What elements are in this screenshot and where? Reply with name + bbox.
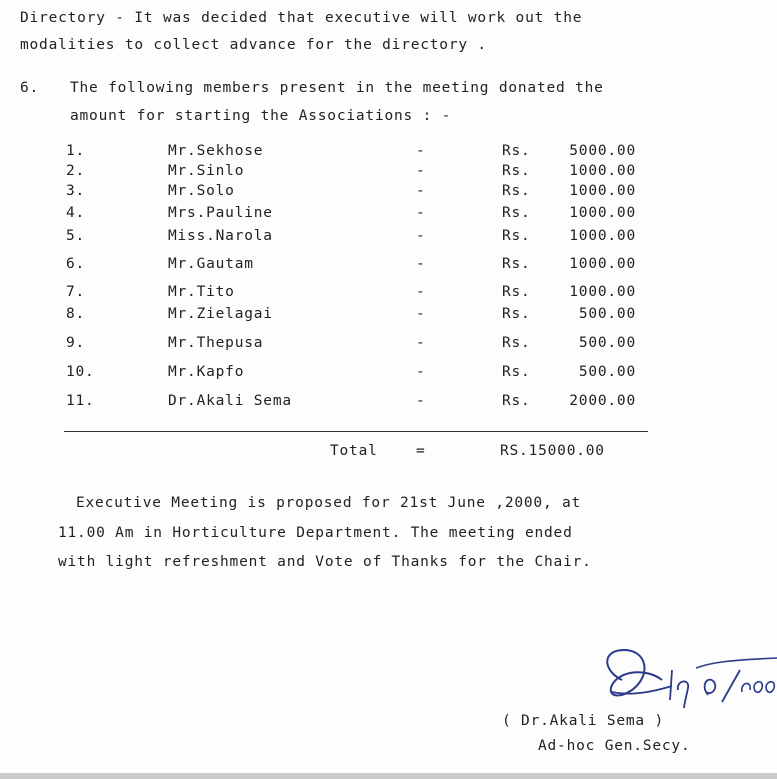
donation-row — [0, 306, 777, 326]
row-number: 6. — [66, 256, 86, 272]
row-dash: - — [416, 306, 426, 322]
donation-amount: 1000.00 — [569, 205, 636, 221]
closing-line-2: 11.00 Am in Horticulture Department. The meeting ended — [58, 525, 573, 541]
row-number: 3. — [66, 183, 86, 199]
row-dash: - — [416, 364, 426, 380]
currency-label: Rs. — [502, 183, 531, 199]
item-6-line-1: The following members present in the meeting donated the — [70, 80, 604, 96]
donor-name: Mr.Solo — [168, 183, 235, 199]
row-dash: - — [416, 183, 426, 199]
donation-row — [0, 364, 777, 384]
total-value: RS.15000.00 — [500, 443, 605, 459]
row-dash: - — [416, 393, 426, 409]
donation-row — [0, 163, 777, 183]
currency-label: Rs. — [502, 143, 531, 159]
total-equals: = — [416, 443, 426, 459]
page-bottom-edge — [0, 773, 777, 779]
closing-line-3: with light refreshment and Vote of Thanks for the Chair. — [58, 554, 592, 570]
donor-name: Miss.Narola — [168, 228, 273, 244]
currency-label: Rs. — [502, 163, 531, 179]
currency-label: Rs. — [502, 335, 531, 351]
row-number: 2. — [66, 163, 86, 179]
donation-amount: 500.00 — [578, 364, 636, 380]
donor-name: Mr.Gautam — [168, 256, 254, 272]
donation-row — [0, 335, 777, 355]
donation-row — [0, 393, 777, 413]
donation-row — [0, 143, 777, 163]
total-row — [0, 443, 777, 463]
signatory-name: ( Dr.Akali Sema ) — [502, 713, 665, 729]
row-dash: - — [416, 335, 426, 351]
donor-name: Mr.Zielagai — [168, 306, 273, 322]
donor-name: Mr.Tito — [168, 284, 235, 300]
donation-amount: 500.00 — [578, 306, 636, 322]
item-6-line-2: amount for starting the Associations : - — [70, 108, 452, 124]
row-dash: - — [416, 284, 426, 300]
donor-name: Dr.Akali Sema — [168, 393, 292, 409]
donation-row — [0, 205, 777, 225]
currency-label: Rs. — [502, 284, 531, 300]
row-dash: - — [416, 256, 426, 272]
donor-name: Mr.Thepusa — [168, 335, 264, 351]
donor-name: Mr.Sinlo — [168, 163, 245, 179]
donation-row — [0, 256, 777, 276]
currency-label: Rs. — [502, 364, 531, 380]
intro-line-2: modalities to collect advance for the directory . — [20, 37, 487, 53]
row-dash: - — [416, 163, 426, 179]
donor-name: Mrs.Pauline — [168, 205, 273, 221]
donation-row — [0, 228, 777, 248]
total-divider — [64, 431, 648, 432]
item-6-number: 6. — [20, 80, 40, 96]
row-dash: - — [416, 143, 426, 159]
row-number: 7. — [66, 284, 86, 300]
row-number: 10. — [66, 364, 95, 380]
closing-line-1: Executive Meeting is proposed for 21st June ,2000, at — [76, 495, 582, 511]
signatory-title: Ad-hoc Gen.Secy. — [538, 738, 691, 754]
row-number: 8. — [66, 306, 86, 322]
currency-label: Rs. — [502, 306, 531, 322]
row-number: 11. — [66, 393, 95, 409]
donation-amount: 1000.00 — [569, 163, 636, 179]
donation-amount: 1000.00 — [569, 256, 636, 272]
row-dash: - — [416, 228, 426, 244]
currency-label: Rs. — [502, 205, 531, 221]
donation-amount: 1000.00 — [569, 183, 636, 199]
row-dash: - — [416, 205, 426, 221]
donation-amount: 2000.00 — [569, 393, 636, 409]
currency-label: Rs. — [502, 228, 531, 244]
donation-row — [0, 183, 777, 203]
donation-amount: 500.00 — [578, 335, 636, 351]
total-label: Total — [330, 443, 378, 459]
currency-label: Rs. — [502, 256, 531, 272]
row-number: 1. — [66, 143, 86, 159]
donor-name: Mr.Kapfo — [168, 364, 245, 380]
currency-label: Rs. — [502, 393, 531, 409]
donation-amount: 1000.00 — [569, 228, 636, 244]
intro-line-1: Directory - It was decided that executive will work out the — [20, 10, 583, 26]
row-number: 5. — [66, 228, 86, 244]
donor-name: Mr.Sekhose — [168, 143, 264, 159]
row-number: 9. — [66, 335, 86, 351]
donation-amount: 1000.00 — [569, 284, 636, 300]
row-number: 4. — [66, 205, 86, 221]
donation-row — [0, 284, 777, 304]
donation-amount: 5000.00 — [569, 143, 636, 159]
